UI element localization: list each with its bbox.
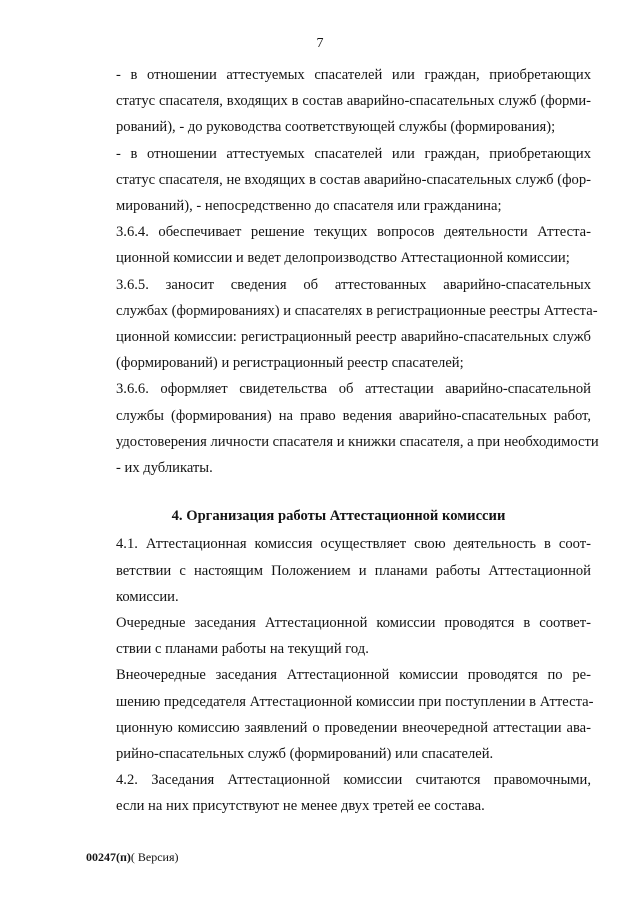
text-line: 4.2. Заседания Аттестационной комиссии считаются правомочными, [116, 772, 591, 789]
text-line: Очередные заседания Аттестационной комиссии проводятся в соответ- [116, 615, 591, 632]
text-line: мирований), - непосредственно до спасателя или гражданина; [116, 198, 502, 215]
text-line: службах (формированиях) и спасателях в регистрационные реестры Аттеста- [116, 302, 598, 319]
text-line: - в отношении аттестуемых спасателей или граждан, приобретающих [116, 67, 591, 83]
text-line: если на них присутствуют не менее двух третей ее состава. [116, 798, 485, 815]
document-footer [86, 850, 179, 865]
text-line: ционную комиссию заявлений о проведении внеочередной аттестации ава- [116, 719, 591, 736]
text-line: удостоверения личности спасателя и книжки спасателя, а при необходимости [116, 433, 599, 450]
paragraph-4-2 [86, 767, 591, 819]
text-line: статус спасателя, входящих в состав аварийно-спасательных служб (форми- [116, 93, 591, 110]
text-line: рований), - до руководства соответствующей службы (формирования); [116, 119, 556, 136]
text-line: - в отношении аттестуемых спасателей или граждан, приобретающих [116, 145, 591, 162]
text-line: шению председателя Аттестационной комиссии при поступлении в Аттеста- [116, 693, 594, 710]
text-line: рийно-спасательных служб (формирований) или спасателей. [116, 746, 494, 763]
paragraph-management-notice [86, 62, 591, 141]
text-line: 3.6.4. обеспечивает решение текущих вопросов деятельности Аттеста- [116, 224, 591, 241]
paragraph-3-6-5 [86, 272, 598, 377]
text-line: 4.1. Аттестационная комиссия осуществляет свою деятельность в соот- [116, 536, 591, 553]
text-line: ционной комиссии и ведет делопроизводство Аттестационной комиссии; [116, 250, 570, 267]
text-line: 3.6.5. заносит сведения об аттестованных аварийно-спасательных [116, 276, 591, 293]
document-code: 00247(п) [86, 850, 131, 864]
document-version: ( Версия) [130, 850, 179, 864]
text-line: 3.6.6. оформляет свидетельства об аттестации аварийно-спасательной [116, 381, 591, 398]
document-body [86, 62, 599, 820]
paragraph-direct-notice [86, 141, 591, 220]
text-line: Внеочередные заседания Аттестационной комиссии проводятся по ре- [116, 667, 591, 684]
text-line: - их дубликаты. [116, 460, 213, 477]
text-line: ствии с планами работы на текущий год. [116, 641, 369, 658]
text-line: статус спасателя, не входящих в состав аварийно-спасательных служб (фор- [116, 171, 591, 188]
text-line: (формирований) и регистрационный реестр спасателей; [116, 355, 464, 372]
text-line: ционной комиссии: регистрационный реестр аварийно-спасательных служб [116, 329, 591, 346]
paragraph-3-6-4 [86, 219, 591, 271]
paragraph-4-1 [86, 531, 591, 610]
paragraph-extraordinary-meetings [86, 662, 594, 767]
section-heading: 4. Организация работы Аттестационной комиссии [171, 508, 506, 525]
text-line: службы (формирования) на право ведения аварийно-спасательных работ, [116, 407, 591, 424]
paragraph-regular-meetings [86, 610, 591, 662]
paragraph-3-6-6 [86, 376, 599, 481]
text-line: комиссии. [116, 588, 179, 605]
text-line: ветствии с настоящим Положением и планами работы Аттестационной [116, 562, 591, 579]
page-number: 7 [316, 36, 324, 51]
